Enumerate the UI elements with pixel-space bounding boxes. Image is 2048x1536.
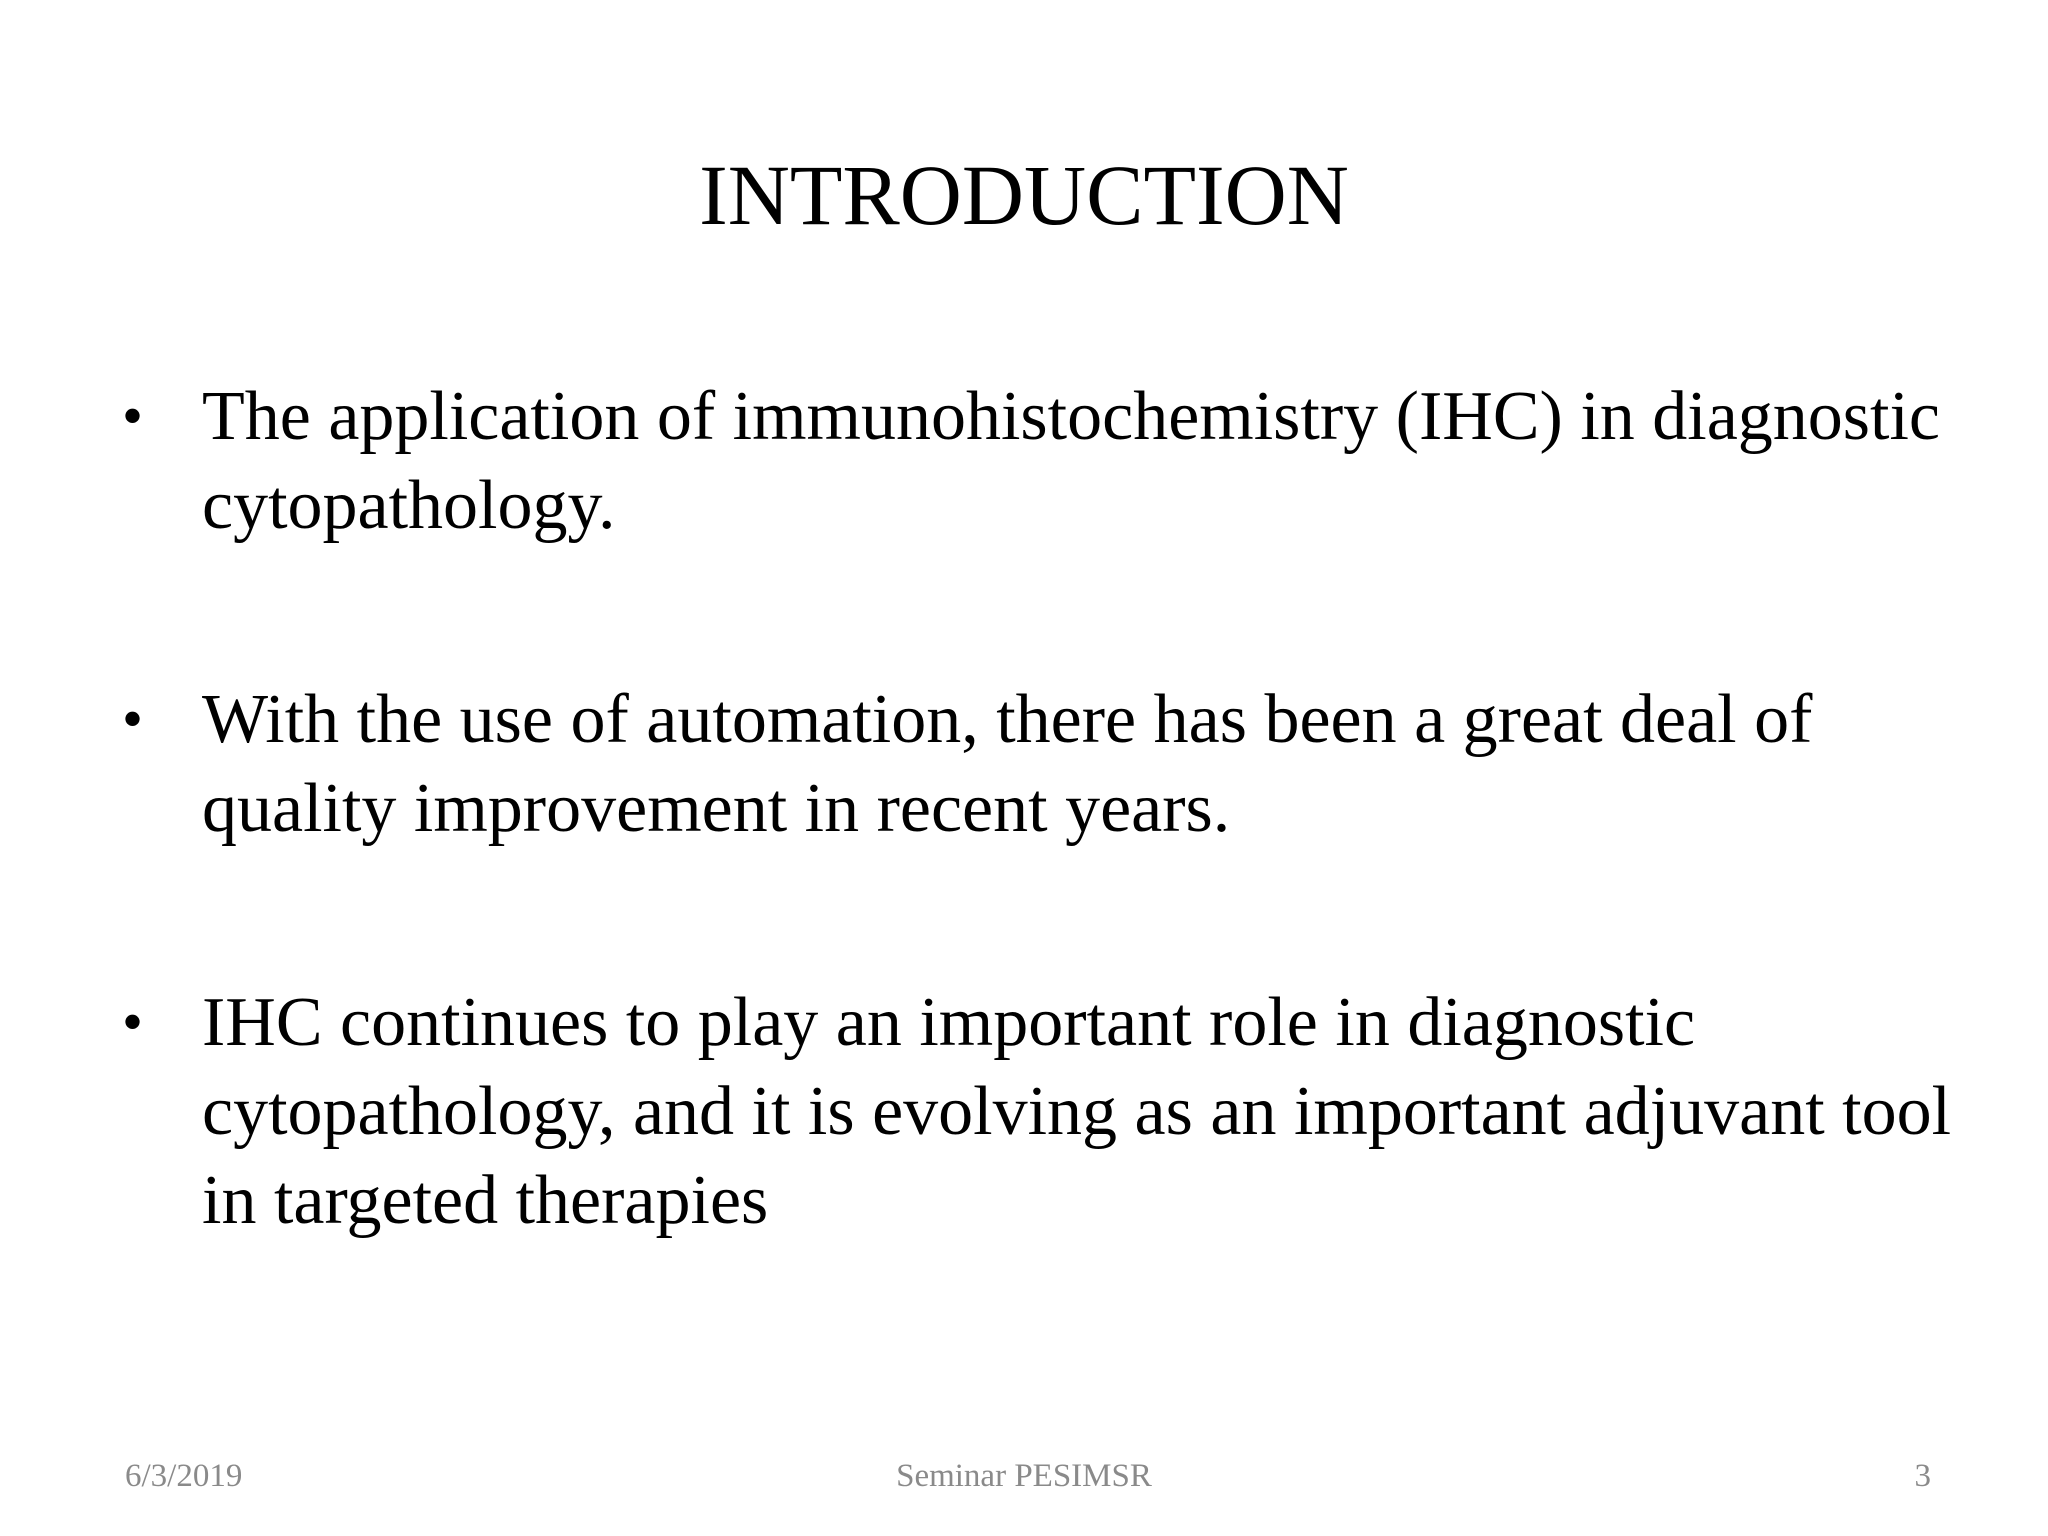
bullet-dot-icon: •	[122, 383, 144, 449]
footer-title: Seminar PESIMSR	[896, 1458, 1152, 1494]
bullet-list	[118, 372, 1958, 1370]
bullet-text: The application of immunohistochemistry (IHC) in diagnostic cytopathology.	[202, 378, 1941, 544]
bullet-text: With the use of automation, there has been a great deal of quality improvement in recent years.	[202, 681, 1813, 847]
page-number: 3	[1914, 1458, 1931, 1494]
bullet-text: IHC continues to play an important role in diagnostic cytopathology, and it is evolving as an important adjuvant tool in targeted therapies	[202, 984, 1952, 1239]
footer-date: 6/3/2019	[125, 1458, 243, 1494]
bullet-dot-icon: •	[122, 989, 144, 1055]
bullet-item	[118, 372, 1958, 550]
bullet-dot-icon: •	[122, 686, 144, 752]
bullet-item	[118, 675, 1958, 853]
bullet-item	[118, 978, 1958, 1245]
slide-title: INTRODUCTION	[699, 147, 1349, 243]
